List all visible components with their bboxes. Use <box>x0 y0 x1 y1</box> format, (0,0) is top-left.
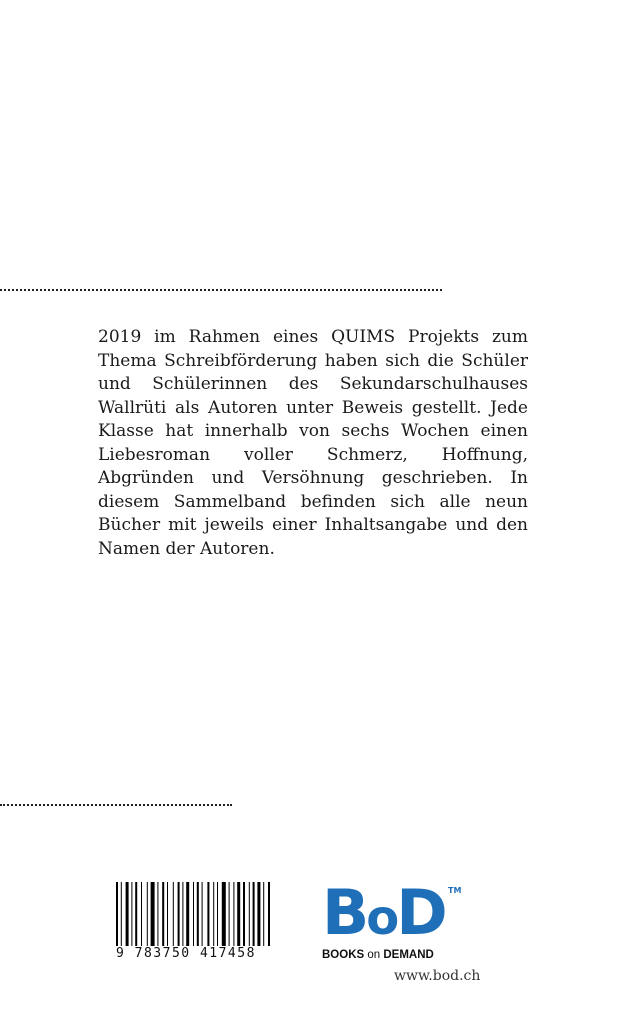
barcode-isbn-digits: 9 783750 417458 <box>114 946 286 961</box>
back-cover-blurb: 2019 im Rahmen eines QUIMS Projekts zum Thema Schreibförderung haben sich die Schüler und Schülerinnen des Sekundarschulhauses Wallrüti als Autoren unter Beweis gestellt. Jede Klasse hat innerhalb von sechs Wochen einen Liebesroman voller Schmerz, Hoffnung, Abgründen und Versöhnung geschrieben. In diesem Sammelband befinden sich alle neun Bücher mit jeweils einer Inhaltsangabe und den Namen der Autoren. <box>98 327 528 559</box>
bod-tagline: BOOKS on DEMAND <box>322 949 434 961</box>
publisher-website: www.bod.ch <box>394 968 481 984</box>
dotted-divider-top <box>0 289 442 291</box>
bod-logo-mark: BoD <box>322 876 445 949</box>
dotted-divider-bottom <box>0 804 232 806</box>
bod-logo <box>322 876 462 964</box>
trademark-symbol: TM <box>448 886 462 895</box>
